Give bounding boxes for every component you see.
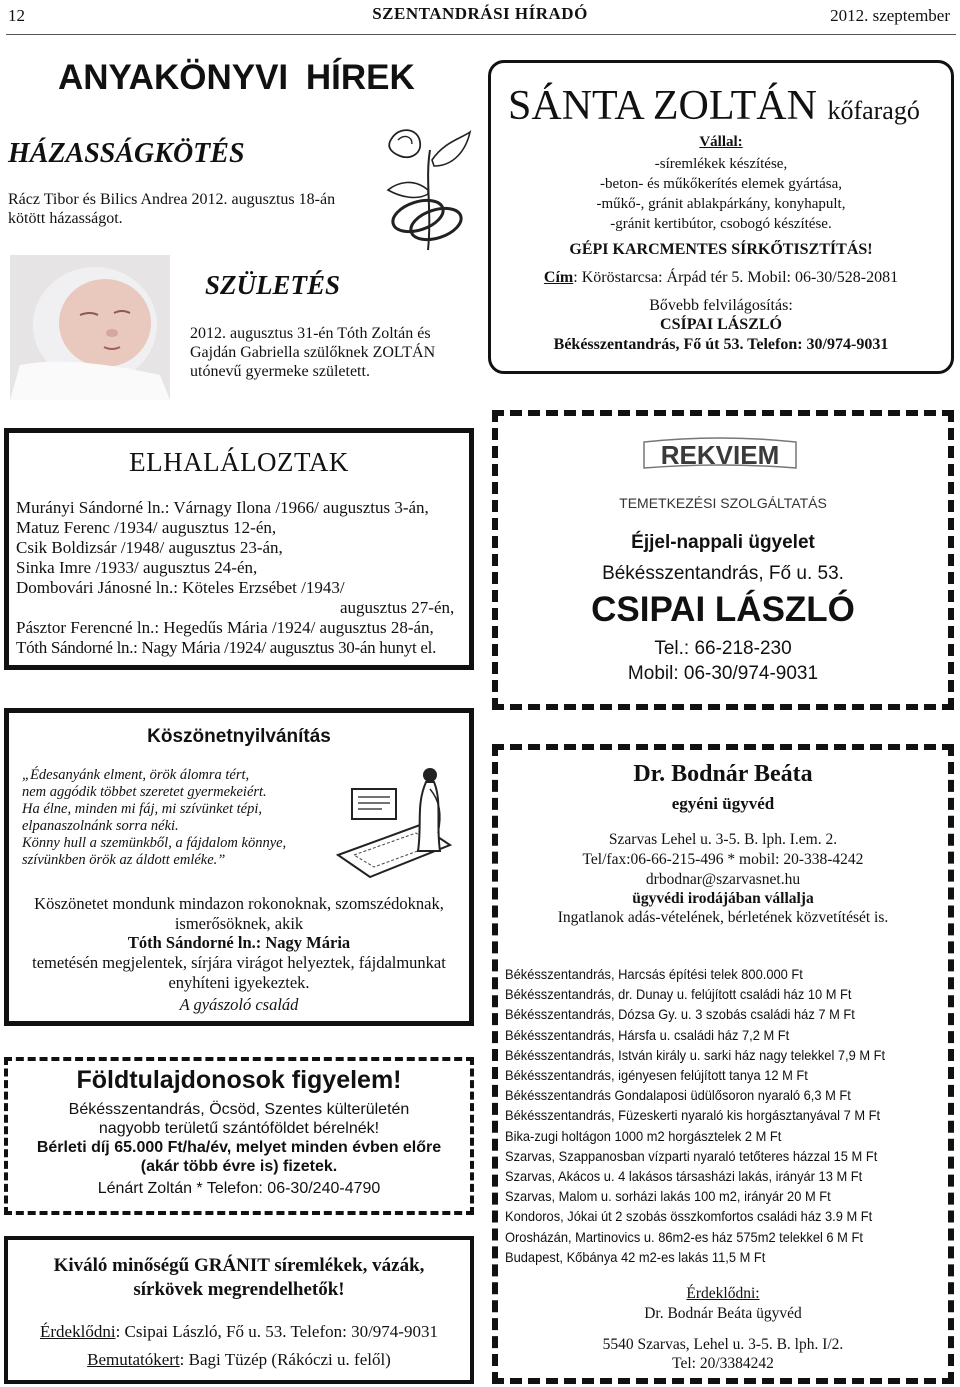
listing-item: Békésszentandrás, Harcsás építési telek 800.000 Ft (505, 966, 803, 982)
cleaning-highlight: GÉPI KARCMENTES SÍRKŐTISZTÍTÁS! (569, 241, 873, 258)
rekviem-logo (640, 436, 800, 472)
listing-item: Kondoros, Jókai út 2 szobás összkomfortos családi ház 3.9 M Ft (505, 1208, 873, 1225)
lawyer-service: Ingatlanok adás-vételének, bérletének közvetítését is. (557, 909, 889, 926)
stonemason-address (488, 269, 954, 287)
thanks-body: temetésén megjelentek, sírjára virágot helyeztek, fájdalmunkat (32, 953, 446, 972)
birth-heading: SZÜLETÉS (205, 270, 341, 300)
granite-headline: Kiváló minőségű GRÁNIT síremlékek, vázák, (53, 1255, 425, 1276)
poem-line: szívünkben örök az áldott emléke.” (22, 852, 226, 868)
listing-item: Szarvas, Malom u. sorházi lakás 100 m2, irányár 20 M Ft (505, 1188, 831, 1205)
address-label: Cím (543, 269, 574, 286)
death-entry: Matuz Ferenc /1934/ augusztus 12-én, (16, 518, 277, 537)
lawyer-footer-phone: Tel: 20/3384242 (672, 1355, 774, 1372)
contact-name: CSÍPAI LÁSZLÓ (660, 316, 782, 333)
publication-title: SZENTANDRÁSI HÍRADÓ (372, 4, 588, 23)
birth-line: utónevű gyermeke született. (190, 363, 370, 380)
land-contact: Lénárt Zoltán * Telefon: 06-30/240-4790 (97, 1180, 381, 1197)
issue-date: 2012. szeptember (830, 6, 950, 25)
poem-line: elpanaszolnánk sorra néki. (22, 818, 179, 834)
deaths-heading: ELHALÁLOZTAK (129, 447, 349, 477)
offer-line: -gránit kertibútor, csobogó készítése. (610, 216, 832, 232)
listing-item: Békésszentandrás, István király u. sarki ház nagy telekkel 7,9 M Ft (505, 1046, 886, 1063)
birth-line: 2012. augusztus 31-én Tóth Zoltán és (190, 325, 431, 342)
baby-photo (10, 255, 170, 400)
listing-item: Békésszentandrás Gondalaposi üdülősoron nyaraló 6,3 M Ft (505, 1087, 851, 1104)
lawyer-footer-address: 5540 Szarvas, Lehel u. 3-5. B. lph. I/2. (602, 1336, 844, 1353)
listing-item: Békésszentandrás, Dózsa Gy. u. 3 szobás családi ház 7 M Ft (505, 1006, 855, 1023)
marriage-line: kötött házasságot. (8, 210, 123, 227)
lawyer-info-name: Dr. Bodnár Beáta ügyvéd (644, 1305, 802, 1322)
birth-text (190, 324, 435, 381)
offer-line: -beton- és műkőkerítés elemek gyártása, (600, 176, 842, 192)
land-price: (akár több évre is) fizetek. (140, 1158, 338, 1175)
lawyer-role: egyéni ügyvéd (671, 794, 775, 813)
thanks-deceased: Tóth Sándorné ln.: Nagy Mária (127, 933, 351, 952)
death-entry: Sinka Imre /1933/ augusztus 24-én, (16, 558, 258, 577)
death-entry: Murányi Sándorné ln.: Várnagy Ilona /1966/ augusztus 3-án, (16, 498, 429, 517)
poem-line: „Édesanyánk elment, örök álomra tért, (22, 767, 250, 783)
listing-item: Békésszentandrás, Füzeskerti nyaraló kis horgásztanyával 7 M Ft (505, 1107, 881, 1124)
granite-info-label: Érdeklődni (40, 1322, 116, 1341)
mourning-woman-illustration (330, 755, 460, 885)
lawyer-name: Dr. Bodnár Beáta (633, 761, 813, 787)
thanks-body: Köszönetet mondunk mindazon rokonoknak, szomszédoknak, (34, 894, 444, 913)
granite-showroom-label: Bemutatókert (87, 1350, 180, 1369)
land-heading: Földtulajdonosok figyelem! (76, 1066, 402, 1094)
info-label: Bővebb felvilágosítás: (649, 297, 793, 314)
stonemason-name: SÁNTA ZOLTÁN (508, 83, 817, 129)
land-text: Békésszentandrás, Öcsöd, Szentes külterületén (68, 1101, 410, 1118)
death-entry: Csik Boldizsár /1948/ augusztus 23-án, (16, 538, 283, 557)
thanks-heading: Köszönetnyilvánítás (147, 726, 331, 747)
address-value: : Köröstarcsa: Árpád tér 5. Mobil: 06-30/528-2081 (573, 269, 899, 286)
death-entry: Tóth Sándorné ln.: Nagy Mária /1924/ augusztus 30-án hunyt el. (16, 638, 437, 657)
listing-item: Szarvas, Akácos u. 4 lakásos társasházi lakás, irányár 13 M Ft (505, 1168, 863, 1185)
funeral-mobile: Mobil: 06-30/974-9031 (627, 663, 819, 684)
listing-item: Bika-zugi holtágon 1000 m2 horgásztelek 2 M Ft (505, 1127, 782, 1144)
marriage-heading: HÁZASSÁGKÖTÉS (8, 138, 245, 169)
granite-showroom (4, 1350, 474, 1370)
stonemason-ad-title (508, 84, 920, 133)
page-number: 12 (8, 6, 25, 25)
thanks-body: enyhíteni igyekeztek. (168, 973, 310, 992)
land-price: Bérleti díj 65.000 Ft/ha/év, melyet minden évben előre (36, 1139, 442, 1156)
lawyer-email: drbodnar@szarvasnet.hu (645, 871, 801, 888)
marriage-line: Rácz Tibor és Bilics Andrea 2012. augusztus 18-án (8, 191, 336, 208)
property-listings (505, 964, 885, 1267)
lawyer-phone: Tel/fax:06-66-215-496 * mobil: 20-338-4242 (582, 851, 864, 868)
granite-contact (4, 1322, 474, 1342)
lawyer-info-label: Érdeklődni: (686, 1285, 760, 1302)
contact-address: Békésszentandrás, Fő út 53. Telefon: 30/974-9031 (553, 336, 889, 353)
rose-rings-illustration (370, 120, 480, 260)
death-entry: Pásztor Ferencné ln.: Hegedűs Mária /1924/ augusztus 28-án, (16, 618, 434, 637)
granite-info-value: : Csipai László, Fő u. 53. Telefon: 30/974-9031 (115, 1322, 438, 1341)
death-entry: augusztus 27-én, (340, 598, 455, 617)
listing-item: Békésszentandrás, dr. Dunay u. felújított családi ház 10 M Ft (505, 986, 852, 1003)
listing-item: Szarvas, Szappanosban vízparti nyaraló tetőteres házzal 15 M Ft (505, 1147, 878, 1164)
poem-line: Ha élne, minden mi fáj, mi szívünket tépi, (22, 801, 263, 817)
death-entry: Dombovári Jánosné ln.: Köteles Erzsébet /1943/ (16, 578, 345, 597)
funeral-owner: CSIPAI LÁSZLÓ (591, 590, 855, 629)
funeral-address: Békésszentandrás, Fő u. 53. (602, 563, 844, 584)
granite-showroom-value: : Bagi Tüzép (Rákóczi u. felől) (179, 1350, 391, 1369)
thanks-poem (22, 767, 286, 869)
marriage-text (8, 190, 388, 228)
lawyer-address: Szarvas Lehel u. 3-5. B. lph. I.em. 2. (608, 831, 838, 848)
offer-line: -műkő-, gránit ablakpárkány, konyhapult, (596, 196, 846, 212)
listing-item: Békésszentandrás, Hársfa u. családi ház 7,2 M Ft (505, 1026, 790, 1043)
funeral-duty: Éjjel-nappali ügyelet (631, 532, 815, 553)
thanks-signature: A gyászoló család (179, 995, 299, 1014)
birth-line: Gajdán Gabriella szülőknek ZOLTÁN (190, 344, 436, 361)
stonemason-trade: kőfaragó (827, 96, 920, 125)
rekviem-logo-text: REKVIEM (660, 440, 780, 470)
lawyer-service-heading: ügyvédi irodájában vállalja (632, 890, 814, 907)
offer-line: -síremlékek készítése, (654, 156, 788, 172)
listing-item: Békésszentandrás, igényesen felújított tanya 12 M Ft (505, 1067, 808, 1084)
granite-headline: sírkövek megrendelhetők! (133, 1279, 345, 1300)
listing-item: Orosházán, Martinovics u. 86m2-es ház 575m2 telekkel 6 M Ft (505, 1228, 863, 1245)
listing-item: Budapest, Kőbánya 42 m2-es lakás 11,5 M Ft (505, 1248, 766, 1265)
header-rule (6, 34, 956, 35)
registry-title: ANYAKÖNYVI HÍREK (58, 58, 415, 97)
offer-heading: Vállal: (699, 134, 743, 150)
poem-line: nem aggódik többet szeretet gyermekeiért. (22, 784, 267, 800)
land-text: nagyobb területű szántóföldet bérelnék! (98, 1120, 380, 1137)
funeral-subtitle: TEMETKEZÉSI SZOLGÁLTATÁS (619, 495, 827, 511)
thanks-body: ismerősöknek, akik (174, 914, 304, 933)
poem-line: Könny hull a szemünkből, a fájdalom könnye, (22, 835, 287, 851)
funeral-phone: Tel.: 66-218-230 (654, 638, 792, 659)
